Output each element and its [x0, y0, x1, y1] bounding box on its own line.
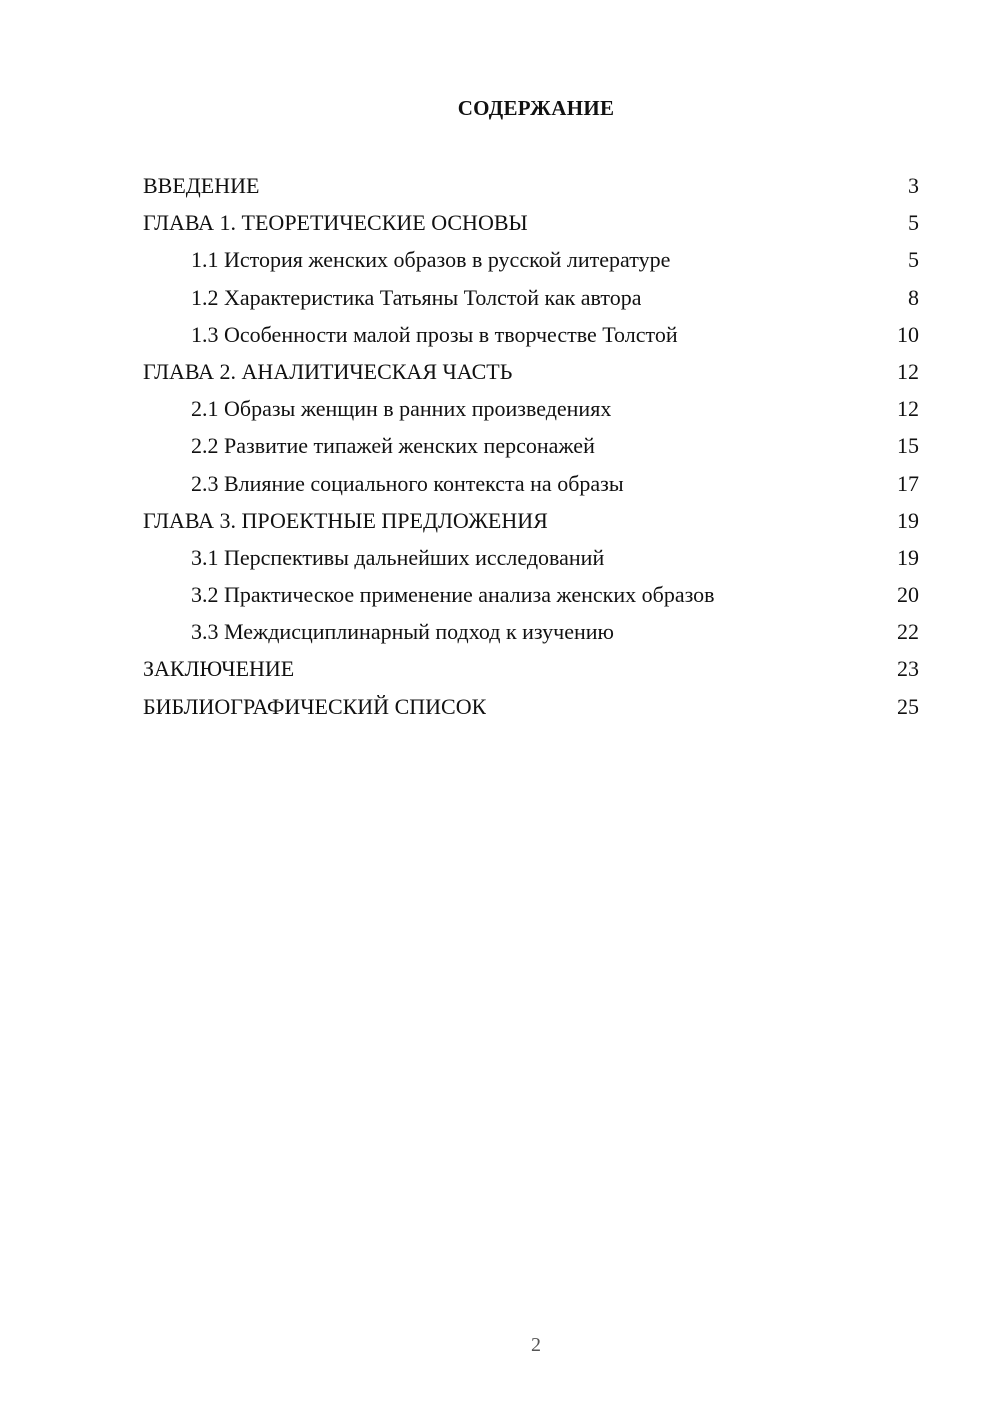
- toc-entry-section-1-1[interactable]: [143, 241, 919, 278]
- toc-entry-label: 2.1 Образы женщин в ранних произведениях: [191, 396, 612, 422]
- toc-entry-section-2-2[interactable]: [143, 427, 919, 464]
- toc-entry-label: 3.1 Перспективы дальнейших исследований: [191, 544, 605, 570]
- toc-entry-page: 3: [908, 173, 919, 198]
- toc-entry-label: ЗАКЛЮЧЕНИЕ: [143, 656, 295, 682]
- toc-entry-label: ГЛАВА 2. АНАЛИТИЧЕСКАЯ ЧАСТЬ: [143, 358, 513, 384]
- toc-entry-page: 17: [897, 470, 919, 496]
- toc-entry-label: ВВЕДЕНИЕ: [143, 173, 260, 198]
- toc-entry-page: 5: [908, 210, 919, 236]
- toc-entry-section-3-1[interactable]: [143, 539, 919, 576]
- toc-entry-page: 5: [908, 247, 919, 273]
- toc-entry-label: 3.3 Междисциплинарный подход к изучению: [191, 619, 614, 645]
- toc-entry-page: 8: [908, 284, 919, 310]
- toc-entry-introduction[interactable]: [143, 167, 919, 204]
- table-of-contents: [143, 167, 919, 725]
- toc-entry-section-1-2[interactable]: [143, 279, 919, 316]
- toc-entry-section-2-1[interactable]: [143, 390, 919, 427]
- toc-entry-page: 23: [897, 656, 919, 682]
- toc-entry-label: 2.3 Влияние социального контекста на образы: [191, 470, 624, 496]
- toc-entry-section-3-3[interactable]: [143, 613, 919, 650]
- page-title: СОДЕРЖАНИЕ: [457, 96, 615, 120]
- toc-entry-page: 10: [897, 321, 919, 347]
- toc-entry-page: 25: [897, 693, 919, 719]
- toc-entry-page: 22: [897, 619, 919, 645]
- toc-entry-section-2-3[interactable]: [143, 465, 919, 502]
- toc-entry-label: 2.2 Развитие типажей женских персонажей: [191, 433, 595, 459]
- page-number: 2: [531, 1334, 541, 1356]
- toc-entry-page: 15: [897, 433, 919, 459]
- toc-entry-label: 3.2 Практическое применение анализа женских образов: [191, 582, 715, 608]
- toc-entry-section-1-3[interactable]: [143, 316, 919, 353]
- toc-entry-bibliography[interactable]: [143, 688, 919, 725]
- toc-entry-page: 12: [897, 396, 919, 422]
- toc-entry-chapter-2[interactable]: [143, 353, 919, 390]
- toc-entry-label: 1.1 История женских образов в русской литературе: [191, 247, 671, 273]
- toc-entry-label: 1.2 Характеристика Татьяны Толстой как автора: [191, 284, 642, 310]
- toc-entry-chapter-1[interactable]: [143, 204, 919, 241]
- toc-entry-chapter-3[interactable]: [143, 502, 919, 539]
- toc-entry-label: ГЛАВА 1. ТЕОРЕТИЧЕСКИЕ ОСНОВЫ: [143, 210, 528, 236]
- toc-entry-label: ГЛАВА 3. ПРОЕКТНЫЕ ПРЕДЛОЖЕНИЯ: [143, 507, 548, 533]
- toc-entry-page: 20: [897, 582, 919, 608]
- toc-entry-section-3-2[interactable]: [143, 576, 919, 613]
- toc-entry-page: 12: [897, 358, 919, 384]
- toc-entry-label: БИБЛИОГРАФИЧЕСКИЙ СПИСОК: [143, 693, 487, 719]
- toc-entry-page: 19: [897, 507, 919, 533]
- toc-entry-page: 19: [897, 544, 919, 570]
- toc-entry-label: 1.3 Особенности малой прозы в творчестве Толстой: [191, 321, 678, 347]
- toc-entry-conclusion[interactable]: [143, 650, 919, 687]
